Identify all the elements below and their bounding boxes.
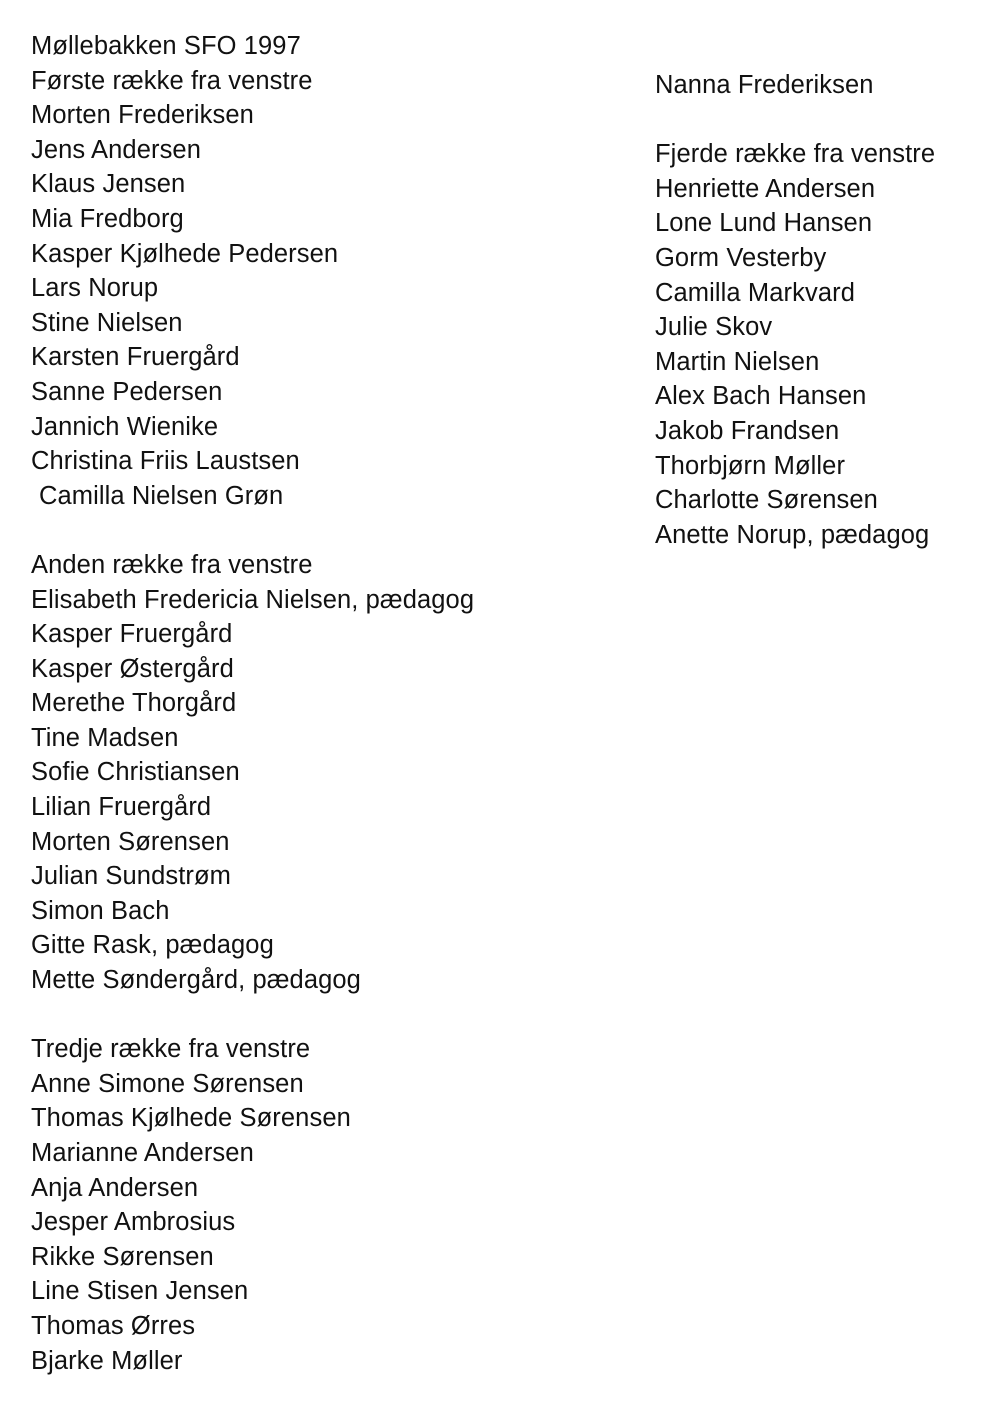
name-item: Lars Norup bbox=[31, 274, 159, 303]
row-heading-second: Anden række fra venstre bbox=[31, 550, 313, 579]
name-item: Stine Nielsen bbox=[31, 308, 183, 337]
name-item: Kasper Østergård bbox=[31, 654, 234, 683]
left-column bbox=[31, 29, 631, 1378]
name-item: Camilla Markvard bbox=[655, 278, 855, 307]
name-item: Bjarke Møller bbox=[31, 1346, 183, 1375]
name-item: Gitte Rask, pædagog bbox=[31, 931, 274, 960]
name-item: Jannich Wienike bbox=[31, 412, 219, 441]
name-item: Anne Simone Sørensen bbox=[31, 1069, 304, 1098]
name-item: Thomas Ørres bbox=[31, 1311, 196, 1340]
name-item: Henriette Andersen bbox=[655, 174, 876, 203]
name-item: Rikke Sørensen bbox=[31, 1242, 214, 1271]
name-item: Anette Norup, pædagog bbox=[655, 520, 930, 549]
name-item: Karsten Fruergård bbox=[31, 343, 240, 372]
name-item: Anja Andersen bbox=[31, 1173, 199, 1202]
name-item: Jesper Ambrosius bbox=[31, 1208, 236, 1237]
name-item: Tine Madsen bbox=[31, 723, 179, 752]
row-heading-fourth: Fjerde række fra venstre bbox=[655, 140, 936, 169]
name-item: Martin Nielsen bbox=[655, 347, 820, 376]
name-item: Simon Bach bbox=[31, 896, 170, 925]
name-item: Elisabeth Fredericia Nielsen, pædagog bbox=[31, 585, 475, 614]
name-item: Charlotte Sørensen bbox=[655, 486, 878, 515]
name-item: Lone Lund Hansen bbox=[655, 209, 873, 238]
right-column bbox=[655, 68, 995, 552]
row-heading-third: Tredje række fra venstre bbox=[31, 1035, 311, 1064]
name-item: Marianne Andersen bbox=[31, 1139, 254, 1167]
name-item: Line Stisen Jensen bbox=[31, 1277, 249, 1306]
name-item: Sanne Pedersen bbox=[31, 377, 223, 406]
name-item: Thomas Kjølhede Sørensen bbox=[31, 1104, 351, 1133]
document-title: Møllebakken SFO 1997 bbox=[31, 32, 301, 60]
name-item: Jakob Frandsen bbox=[655, 416, 840, 445]
name-item: Mette Søndergård, pædagog bbox=[31, 966, 361, 995]
spacer bbox=[31, 513, 631, 548]
name-item: Merethe Thorgård bbox=[31, 689, 237, 718]
name-item: Mia Fredborg bbox=[31, 204, 184, 233]
name-item: Christina Friis Laustsen bbox=[31, 447, 300, 476]
name-item: Julie Skov bbox=[655, 313, 773, 342]
name-item: Kasper Fruergård bbox=[31, 620, 233, 649]
name-item: Jens Andersen bbox=[31, 135, 202, 164]
name-item: Alex Bach Hansen bbox=[655, 382, 867, 411]
row-heading-first: Første række fra venstre bbox=[31, 66, 313, 95]
name-item: Thorbjørn Møller bbox=[655, 451, 846, 480]
name-item: Morten Sørensen bbox=[31, 827, 230, 856]
name-item: Nanna Frederiksen bbox=[655, 71, 874, 99]
spacer bbox=[31, 998, 631, 1033]
name-item: Klaus Jensen bbox=[31, 170, 186, 199]
name-item: Kasper Kjølhede Pedersen bbox=[31, 239, 339, 268]
name-item: Camilla Nielsen Grøn bbox=[39, 481, 284, 510]
spacer bbox=[655, 103, 995, 138]
name-item: Lilian Fruergård bbox=[31, 793, 212, 822]
name-item: Morten Frederiksen bbox=[31, 101, 254, 130]
name-item: Julian Sundstrøm bbox=[31, 862, 232, 891]
name-item: Gorm Vesterby bbox=[655, 243, 827, 272]
name-item: Sofie Christiansen bbox=[31, 758, 240, 787]
